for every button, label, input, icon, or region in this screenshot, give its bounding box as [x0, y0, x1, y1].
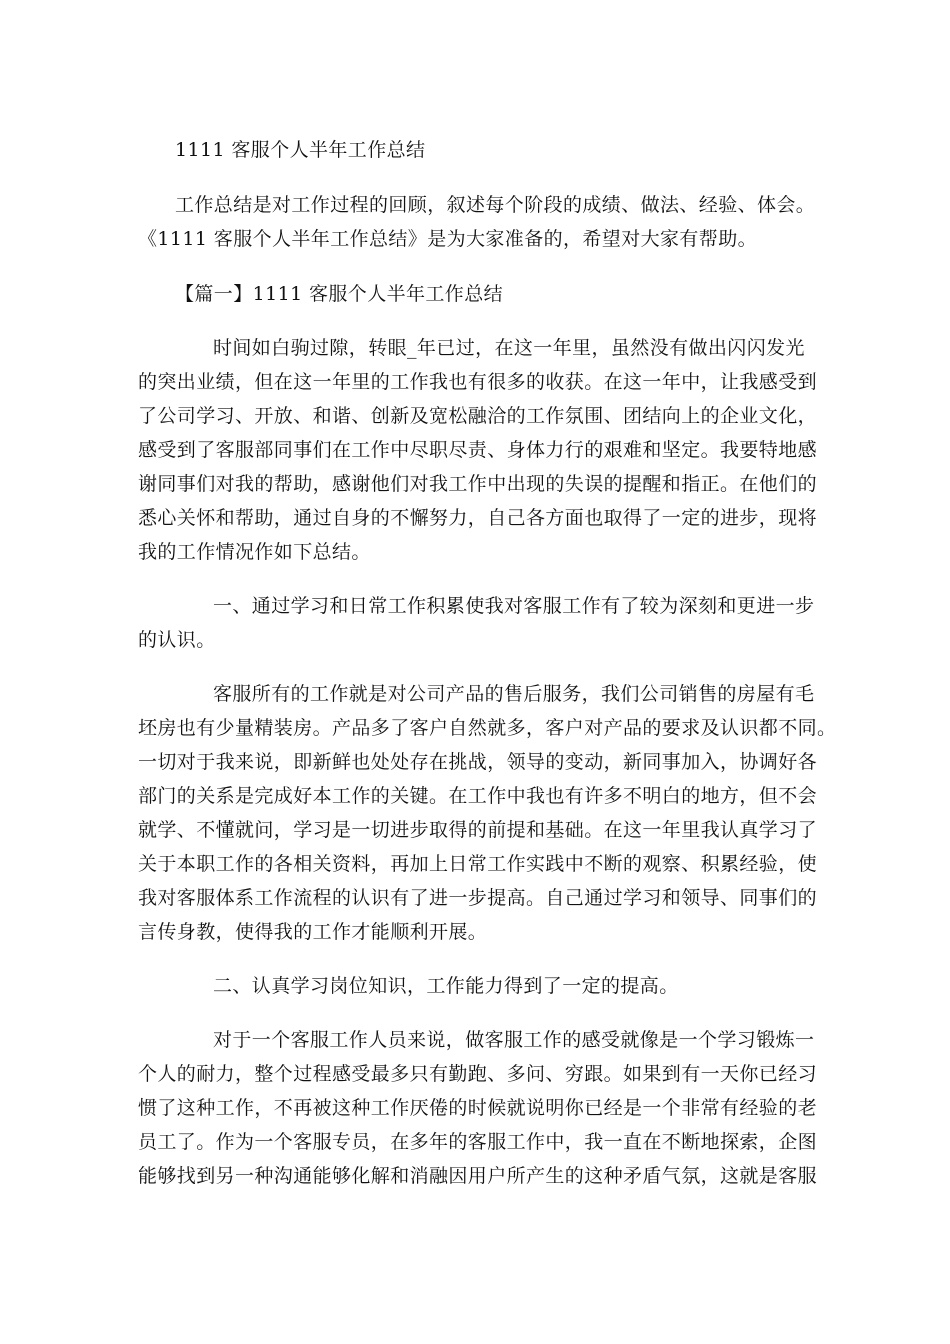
paragraph1-line-5: 谢同事们对我的帮助，感谢他们对我工作中出现的失误的提醒和指正。在他们的 [138, 473, 818, 495]
paragraph3-line-1: 对于一个客服工作人员来说，做客服工作的感受就像是一个学习锻炼一 [213, 1029, 815, 1051]
heading1-line-2: 的认识。 [138, 629, 216, 651]
paragraph3-line-4: 员工了。作为一个客服专员，在多年的客服工作中，我一直在不断地探索，企图 [138, 1131, 818, 1153]
paragraph3-line-5: 能够找到另一种沟通能够化解和消融因用户所产生的这种矛盾气氛，这就是客服 [138, 1165, 818, 1187]
intro-line-1: 工作总结是对工作过程的回顾，叙述每个阶段的成绩、做法、经验、体会。 [175, 194, 816, 216]
paragraph1-line-7: 我的工作情况作如下总结。 [138, 541, 371, 563]
paragraph1-line-4: 感受到了客服部同事们在工作中尽职尽责、身体力行的艰难和坚定。我要特地感 [138, 439, 818, 461]
paragraph3-line-3: 惯了这种工作，不再被这种工作厌倦的时候就说明你已经是一个非常有经验的老 [138, 1097, 818, 1119]
paragraph2-line-8: 言传身教，使得我的工作才能顺利开展。 [138, 921, 488, 943]
intro-line-2: 《1111 客服个人半年工作总结》是为大家准备的，希望对大家有帮助。 [138, 228, 757, 250]
document-title: 1111 客服个人半年工作总结 [175, 139, 426, 161]
paragraph2-line-1: 客服所有的工作就是对公司产品的售后服务，我们公司销售的房屋有毛 [213, 683, 815, 705]
paragraph2-line-5: 就学、不懂就问，学习是一切进步取得的前提和基础。在这一年里我认真学习了 [138, 819, 818, 841]
paragraph1-line-3: 了公司学习、开放、和谐、创新及宽松融洽的工作氛围、团结向上的企业文化， [138, 405, 818, 427]
paragraph1-line-2: 的突出业绩，但在这一年里的工作我也有很多的收获。在这一年中，让我感受到 [138, 371, 818, 393]
heading2: 二、认真学习岗位知识，工作能力得到了一定的提高。 [213, 975, 679, 997]
paragraph2-line-4: 部门的关系是完成好本工作的关键。在工作中我也有许多不明白的地方，但不会 [138, 785, 818, 807]
paragraph2-line-3: 一切对于我来说，即新鲜也处处存在挑战，领导的变动，新同事加入，协调好各 [138, 751, 818, 773]
paragraph2-line-2: 坯房也有少量精装房。产品多了客户自然就多，客户对产品的要求及认识都不同。 [138, 717, 837, 739]
paragraph1-line-1: 时间如白驹过隙，转眼_年已过，在这一年里，虽然没有做出闪闪发光 [213, 337, 805, 359]
heading1-line-1: 一、通过学习和日常工作积累使我对客服工作有了较为深刻和更进一步 [213, 595, 815, 617]
paragraph1-line-6: 悉心关怀和帮助，通过自身的不懈努力，自己各方面也取得了一定的进步，现将 [138, 507, 818, 529]
section-title: 【篇一】1111 客服个人半年工作总结 [175, 283, 503, 305]
paragraph2-line-7: 我对客服体系工作流程的认识有了进一步提高。自己通过学习和领导、同事们的 [138, 887, 818, 909]
paragraph2-line-6: 关于本职工作的各相关资料，再加上日常工作实践中不断的观察、积累经验，使 [138, 853, 818, 875]
paragraph3-line-2: 个人的耐力，整个过程感受最多只有勤跑、多问、穷跟。如果到有一天你已经习 [138, 1063, 818, 1085]
